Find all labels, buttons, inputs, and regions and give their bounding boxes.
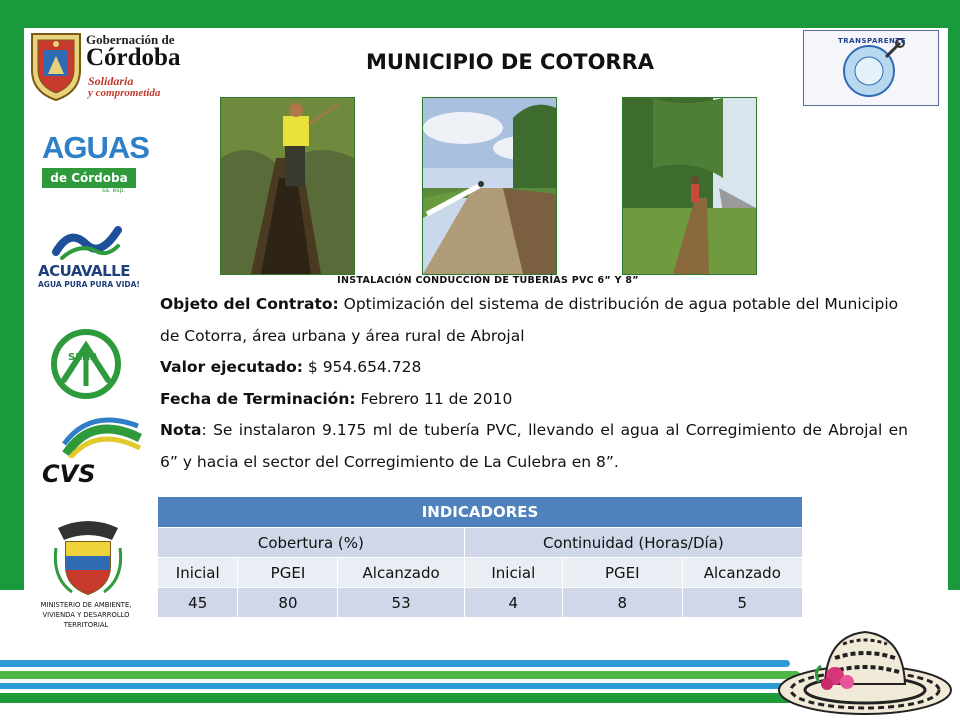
- acuavalle-slogan: AGUA PURA PURA VIDA!: [38, 280, 140, 289]
- value-cobertura-inicial: 45: [158, 588, 238, 618]
- valor-paragraph: [160, 352, 908, 384]
- page-title: MUNICIPIO DE COTORRA: [365, 50, 655, 74]
- fecha-label: Fecha de Terminación:: [160, 389, 356, 408]
- value-continuidad-pgei: 8: [562, 588, 682, 618]
- value-continuidad-inicial: 4: [464, 588, 562, 618]
- sombrero-icon: [775, 622, 955, 718]
- coat-of-arms-icon: [52, 518, 124, 598]
- sena-logo: [50, 328, 122, 400]
- acuavalle-wave-icon: [52, 222, 122, 260]
- aguas-de-cordoba-logo: [42, 130, 149, 196]
- bottom-stripe-green: [0, 671, 800, 679]
- top-green-bar: [0, 0, 960, 28]
- bottom-stripe-blue-2: [0, 683, 810, 689]
- objeto-text: Optimización del sistema de distribución de agua potable del Municipio de Cotorra, área urbana y área rural de Abrojal: [160, 295, 899, 345]
- gobernacion-line4: y comprometida: [88, 87, 161, 99]
- cordoba-shield-icon: [28, 30, 84, 102]
- nota-label: Nota: [160, 421, 202, 439]
- subheader-cobertura-alcanzado: Alcanzado: [338, 558, 464, 588]
- cvs-logo: [42, 414, 128, 494]
- acuavalle-name: ACUAVALLE: [38, 262, 130, 280]
- bottom-stripe-blue-1: [0, 660, 790, 667]
- valor-label: Valor ejecutado:: [160, 358, 303, 376]
- sombrero-vueltiao-image: [775, 622, 955, 718]
- contract-details: [160, 289, 908, 478]
- nota-text: : Se instalaron 9.175 ml de tubería PVC, llevando el agua al Corregimiento de Abrojal en 6” y hacia el sector del Corregimiento de La Culebra en 8”.: [160, 421, 908, 471]
- photo-road-pipes: [422, 97, 557, 275]
- photo-3-image: [623, 98, 756, 274]
- transparente-label: TRANSPARENTE: [838, 37, 906, 45]
- value-cobertura-pgei: 80: [238, 588, 338, 618]
- cvs-swoosh-icon: [62, 414, 142, 458]
- colombia-coat-of-arms: [52, 518, 124, 598]
- fecha-text: Febrero 11 de 2010: [355, 389, 513, 408]
- photo-trench-worker: [220, 97, 355, 275]
- photo-2-image: [423, 98, 556, 274]
- subheader-continuidad-alcanzado: Alcanzado: [682, 558, 802, 588]
- photo-roadside-trench: [622, 97, 757, 275]
- group-continuidad: Continuidad (Horas/Día): [464, 528, 802, 558]
- indicators-title: INDICADORES: [158, 497, 803, 528]
- group-cobertura: Cobertura (%): [158, 528, 465, 558]
- left-green-bar: [0, 0, 24, 590]
- subheader-cobertura-inicial: Inicial: [158, 558, 238, 588]
- ministerio-caption: MINISTERIO DE AMBIENTE, VIVIENDA Y DESARROLLO TERRITORIAL: [40, 601, 132, 629]
- aguas-line2: de Córdoba: [42, 168, 136, 188]
- value-cobertura-alcanzado: 53: [338, 588, 464, 618]
- photos-caption: INSTALACIÓN CONDUCCIÓN DE TUBERÍAS PVC 6” Y 8”: [337, 275, 639, 286]
- gobernacion-line1: Gobernación de: [86, 32, 175, 47]
- sena-label: SENA: [68, 352, 99, 363]
- value-continuidad-alcanzado: 5: [682, 588, 802, 618]
- gobernacion-cordoba-logo: [28, 30, 181, 102]
- nota-paragraph: [160, 415, 908, 478]
- subheader-continuidad-pgei: PGEI: [562, 558, 682, 588]
- aguas-line1: AGUAS: [42, 130, 149, 165]
- photo-1-image: [221, 98, 354, 274]
- transparente-logo: [803, 30, 939, 106]
- indicators-table: [157, 496, 803, 618]
- subheader-continuidad-inicial: Inicial: [464, 558, 562, 588]
- bottom-stripe-green-2: [0, 693, 820, 703]
- objeto-label: Objeto del Contrato:: [160, 295, 339, 313]
- cvs-label: CVS: [42, 460, 96, 488]
- right-green-bar: [948, 0, 960, 590]
- gobernacion-line2: Córdoba: [86, 44, 181, 71]
- objeto-paragraph: [160, 289, 908, 352]
- valor-text: $ 954.654.728: [302, 358, 422, 376]
- fecha-paragraph: [160, 384, 908, 416]
- subheader-cobertura-pgei: PGEI: [238, 558, 338, 588]
- aguas-line3: sa. esp.: [102, 187, 126, 194]
- gobernacion-line3: Solidaria: [88, 74, 134, 88]
- acuavalle-logo: [38, 222, 158, 292]
- transparente-seal-icon: [836, 37, 906, 99]
- sena-emblem-icon: [50, 328, 122, 400]
